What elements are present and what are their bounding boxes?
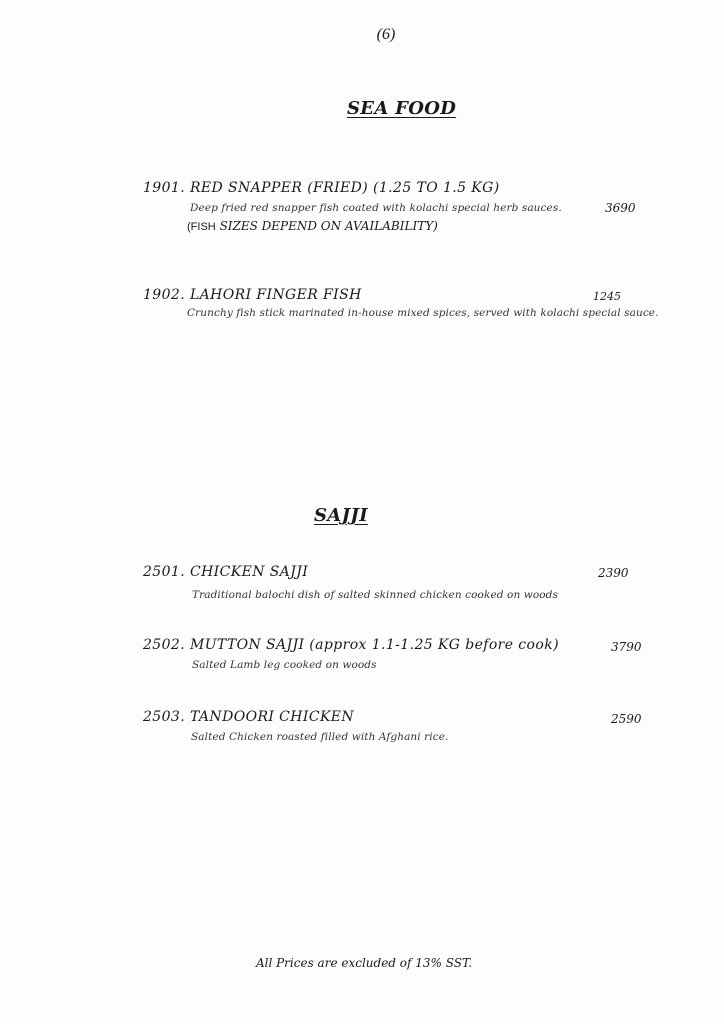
section-title-sea-food: SEA FOOD xyxy=(347,98,457,119)
section-title-sajji: SAJJI xyxy=(314,505,368,526)
item-description: Crunchy fish stick marinated in-house mixed spices, served with kolachi special sauce. xyxy=(187,307,659,319)
item-name: RED SNAPPER (FRIED) (1.25 TO 1.5 KG) xyxy=(189,180,500,196)
item-note-prefix: (FISH xyxy=(187,221,216,233)
footer-tax-note: All Prices are excluded of 13% SST. xyxy=(255,956,473,970)
item-price: 3690 xyxy=(605,201,636,215)
item-title xyxy=(143,287,362,303)
item-price: 2590 xyxy=(611,712,642,726)
item-title xyxy=(143,564,308,580)
item-name: LAHORI FINGER FISH xyxy=(189,287,362,303)
item-title xyxy=(143,709,354,725)
item-code: 2501. xyxy=(143,564,186,580)
item-note xyxy=(187,219,438,233)
item-title xyxy=(143,180,500,196)
item-price: 2390 xyxy=(598,566,629,580)
page-number: (6) xyxy=(376,26,396,43)
item-description: Traditional balochi dish of salted skinned chicken cooked on woods xyxy=(192,589,558,601)
item-description: Salted Chicken roasted filled with Afghani rice. xyxy=(191,731,449,743)
item-name: MUTTON SAJJI (approx 1.1-1.25 KG before cook) xyxy=(189,637,559,653)
item-description: Deep fried red snapper fish coated with kolachi special herb sauces. xyxy=(190,202,562,214)
item-code: 1902. xyxy=(143,287,186,303)
item-code: 2503. xyxy=(143,709,186,725)
item-description: Salted Lamb leg cooked on woods xyxy=(192,659,377,671)
item-name: CHICKEN SAJJI xyxy=(189,564,309,580)
item-price: 1245 xyxy=(593,290,621,303)
item-note-text: SIZES DEPEND ON AVAILABILITY) xyxy=(219,219,438,233)
item-name: TANDOORI CHICKEN xyxy=(189,709,355,725)
item-code: 1901. xyxy=(143,180,186,196)
item-title xyxy=(143,637,559,653)
item-code: 2502. xyxy=(143,637,186,653)
item-price: 3790 xyxy=(611,640,642,654)
